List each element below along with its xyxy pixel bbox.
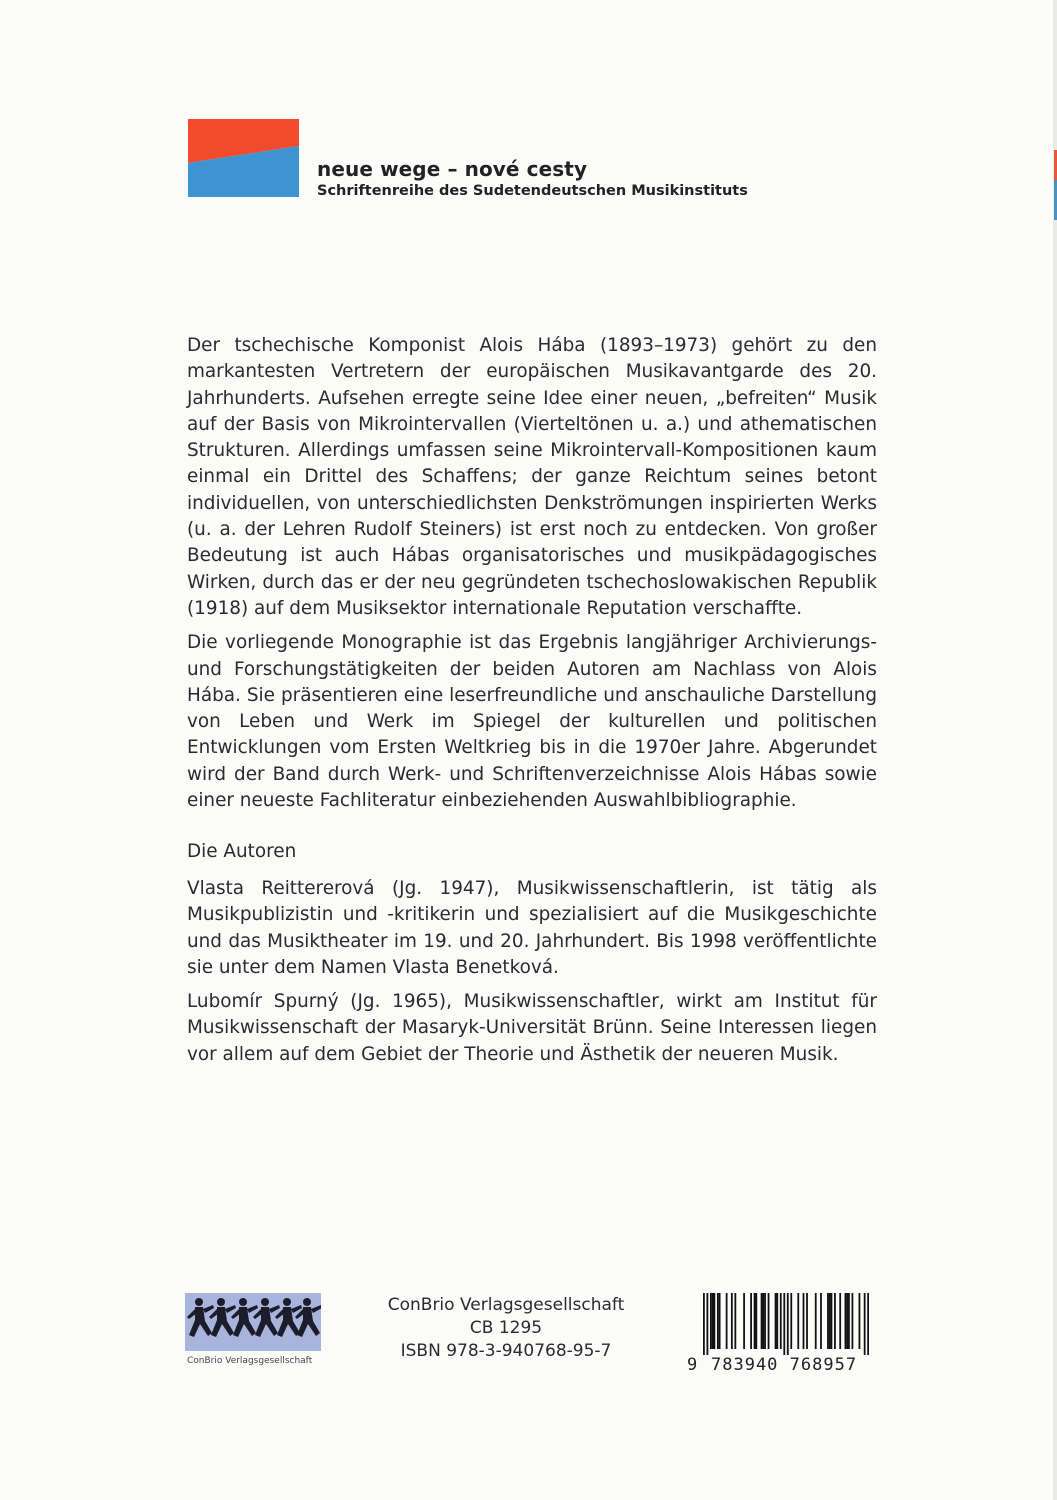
barcode-bar xyxy=(731,1293,733,1349)
barcode-bar xyxy=(790,1293,792,1349)
barcode-bar xyxy=(713,1293,715,1349)
description-paragraph: Der tschechische Komponist Alois Hába (1893–1973) gehört zu den markantesten Vertretern der europäischen Musikavantgarde des 20. Jahrhunderts. Aufsehen erregte seine Idee einer neuen, „befreiten“ Musik auf der Basis von Mikrointervallen (Vierteltönen u. a.) und athematischen Strukturen. Allerdings umfassen seine Mikrointervall-Kompositionen kaum einmal ein Drittel des Schaffens; der ganze Reichtum seines betont individuellen, von unterschiedlichsten Denkströmungen inspirierten Werks (u. a. der Lehren Rudolf Steiners) ist erst noch zu entdecken. Von großer Bedeutung ist auch Hábas organisatorisches und musikpädagogisches Wirken, durch das er der neu gegründeten tschechoslowakischen Republik (1918) auf dem Musiksektor internationale Reputation verschaffte. xyxy=(187,335,877,619)
series-subtitle: Schriftenreihe des Sudetendeutschen Musikinstituts xyxy=(317,183,748,199)
barcode-bar xyxy=(831,1293,833,1349)
barcode-bar xyxy=(717,1293,719,1349)
barcode-bar xyxy=(787,1293,789,1355)
barcode-bar xyxy=(762,1293,764,1349)
series-title: neue wege – nové cesty xyxy=(317,157,588,181)
barcode-bar xyxy=(712,1293,714,1349)
page-edge xyxy=(1053,0,1057,1500)
barcode-bar xyxy=(797,1293,799,1349)
barcode-bar xyxy=(726,1293,728,1349)
series-logo xyxy=(188,119,299,197)
barcode-bar xyxy=(755,1293,757,1349)
barcode-bar xyxy=(815,1293,817,1349)
barcode-bar xyxy=(764,1293,766,1349)
barcode-bar xyxy=(780,1293,782,1349)
barcode-bar xyxy=(845,1293,847,1349)
barcode-first-digit: 9 xyxy=(687,1355,698,1375)
publisher-logo-caption: ConBrio Verlagsgesellschaft xyxy=(187,1356,313,1366)
authors-bios xyxy=(187,876,877,1076)
barcode-bar xyxy=(834,1293,836,1349)
barcode-bar xyxy=(829,1293,831,1349)
barcode-bar xyxy=(710,1293,712,1349)
publisher-logo xyxy=(185,1293,321,1351)
barcode-bar xyxy=(867,1293,869,1355)
imprint-isbn: ISBN 978-3-940768-95-7 xyxy=(400,1341,612,1361)
barcode-bar xyxy=(803,1293,805,1349)
imprint-publisher: ConBrio Verlagsgesellschaft xyxy=(387,1295,625,1315)
barcode-bar xyxy=(719,1293,721,1349)
barcode-digits: 783940 768957 xyxy=(711,1355,858,1375)
author-bio: Lubomír Spurný (Jg. 1965), Musikwissenschaftler, wirkt am Institut für Musikwissenschaft der Masaryk-Universität Brünn. Seine Interessen liegen vor allem auf dem Gebiet der Theorie und Ästhetik der neueren Musik. xyxy=(187,991,877,1065)
barcode-bar xyxy=(750,1293,752,1349)
barcode-bar xyxy=(776,1293,778,1349)
barcode-bar xyxy=(706,1293,708,1355)
author-bio: Vlasta Reittererová (Jg. 1947), Musikwissenschaftlerin, ist tätig als Musikpublizistin und -kritikerin und spezialisiert auf die Musikgeschichte und das Musiktheater im 19. und 20. Jahrhundert. Bis 1998 veröffentlichte sie unter dem Namen Vlasta Benetková. xyxy=(187,878,877,978)
barcode-bar xyxy=(703,1293,705,1355)
barcode-bar xyxy=(852,1293,854,1349)
barcode-bar xyxy=(806,1293,808,1349)
barcode-bar xyxy=(820,1293,822,1349)
barcode-bar xyxy=(768,1293,770,1349)
barcode-bar xyxy=(734,1293,736,1349)
barcode-bar xyxy=(783,1293,785,1355)
authors-heading: Die Autoren xyxy=(187,841,297,862)
barcode-bar xyxy=(743,1293,745,1349)
barcode-bar xyxy=(761,1293,763,1349)
isbn-barcode xyxy=(703,1293,869,1355)
barcode-bar xyxy=(864,1293,866,1355)
barcode-bar xyxy=(848,1293,850,1349)
imprint xyxy=(386,1294,626,1363)
barcode-bar xyxy=(846,1293,848,1349)
barcode-bar xyxy=(775,1293,777,1349)
imprint-catalog-number: CB 1295 xyxy=(469,1318,543,1338)
description-paragraph: Die vorliegende Monographie ist das Ergebnis langjähriger Archivierungs- und Forschungstätigkeiten der beiden Autoren am Nachlass von Alois Hába. Sie präsentieren eine leserfreundliche und anschauliche Darstellung von Leben und Werk im Spiegel der kulturellen und politischen Entwicklungen vom Ersten Weltkrieg bis in die 1970er Jahre. Abgerundet wird der Band durch Werk- und Schriftenverzeichnisse Alois Hábas sowie einer neueste Fachliteratur einbeziehenden Auswahlbibliographie. xyxy=(187,632,877,812)
barcode-bar xyxy=(754,1293,756,1349)
barcode-bar xyxy=(859,1293,861,1349)
barcode-bar xyxy=(839,1293,841,1349)
barcode-bar xyxy=(827,1293,829,1349)
description xyxy=(187,333,877,822)
